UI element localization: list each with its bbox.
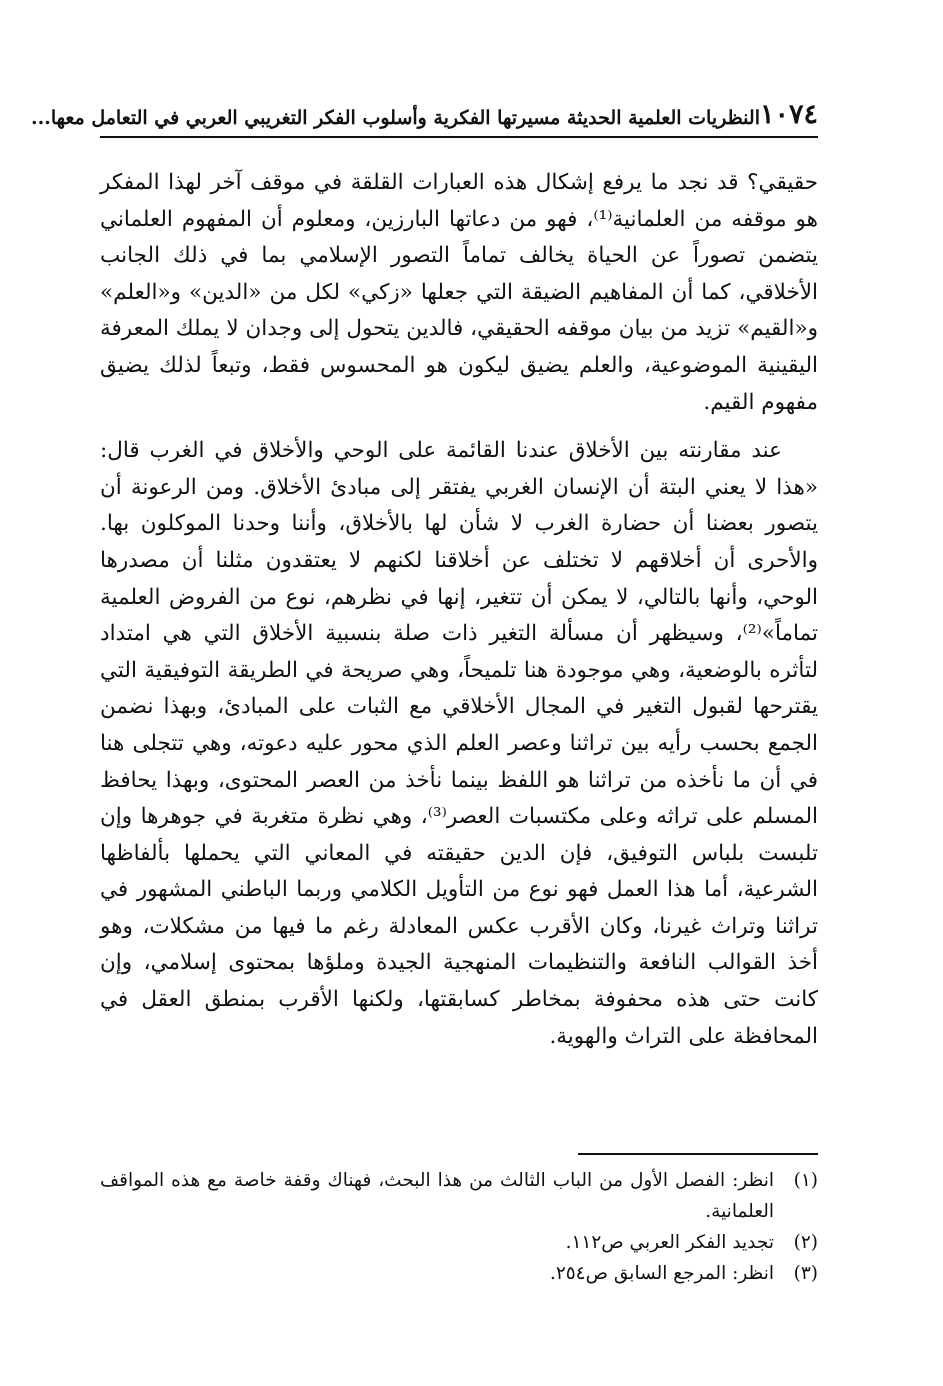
footnote-number: (١) <box>793 1170 818 1191</box>
footnote-divider <box>578 1153 818 1155</box>
page-header <box>30 98 818 138</box>
footnote-number: (٢) <box>793 1232 818 1253</box>
body-text <box>100 165 818 1055</box>
footnote-number: (٣) <box>793 1263 818 1284</box>
running-title: النظريات العلمية الحديثة مسيرتها الفكرية وأسلوب الفكر التغريبي العربي في التعامل معها... <box>30 107 760 129</box>
footnote-text: انظر: الفصل الأول من الباب الثالث من هذا البحث، فهناك وقفة خاصة مع هذه المواقف العلمانية. <box>100 1170 774 1222</box>
paragraph-1: حقيقي؟ قد نجد ما يرفع إشكال هذه العبارات القلقة في موقف آخر لهذا المفكر هو موقفه من العلمانية⁽¹⁾، فهو من دعاتها البارزين، ومعلوم أن المفهوم العلماني يتضمن تصوراً عن الحياة يخالف تماماً التصور الإسلامي بما في ذلك الجانب الأخلاقي، كما أن المفاهيم الضيقة التي جعلها «زكي» لكل من «الدين» و«العلم» و«القيم» تزيد من بيان موقفه الحقيقي، فالدين يتحول إلى وجدان لا يملك المعرفة اليقينية الموضوعية، والعلم يضيق ليكون هو المحسوس فقط، وتبعاً لذلك يضيق مفهوم القيم. <box>100 170 818 415</box>
footnote-text: تجديد الفكر العربي ص١١٢. <box>565 1232 774 1253</box>
footnote-text: انظر: المرجع السابق ص٢٥٤. <box>549 1263 774 1284</box>
footnote-3 <box>100 1258 818 1289</box>
paragraph-2: عند مقارنته بين الأخلاق عندنا القائمة على الوحي والأخلاق في الغرب قال: «هذا لا يعني البتة أن الإنسان الغربي يفتقر إلى مبادئ الأخلاق. ومن الرعونة أن يتصور بعضنا أن حضارة الغرب لا شأن لها بالأخلاق، وأننا وحدنا الموكلون بها. والأحرى أن أخلاقهم لا تختلف عن أخلاقنا لكنهم لا يعتقدون مثلنا أن مصدرها الوحي، وأنها بالتالي، لا يمكن أن تتغير، إنها في نظرهم، نوع من الفروض العلمية تماماً»⁽²⁾، وسيظهر أن مسألة التغير ذات صلة بنسبية الأخلاق التي هي امتداد لتأثره بالوضعية، وهي موجودة هنا تلميحاً، وهي صريحة في الطريقة التوفيقية التي يقترحها لقبول التغير في المجال الأخلاقي مع الثبات على المبادئ، وبهذا نضمن الجمع بحسب رأيه بين تراثنا وعصر العلم الذي محور عليه دعوته، وهي تتجلى هنا في أن ما نأخذه من تراثنا هو اللفظ بينما نأخذ من العصر المحتوى، وبهذا يحافظ المسلم على تراثه وعلى مكتسبات العصر⁽³⁾، وهي نظرة متغربة في جوهرها وإن تلبست بلباس التوفيق، فإن الدين حقيقته في المعاني التي يحملها بألفاظها الشرعية، أما هذا العمل فهو نوع من التأويل الكلامي وربما الباطني المشهور في تراثنا وتراث غيرنا، وكان الأقرب عكس المعادلة رغم ما فيها من مشكلات، وهو أخذ القوالب النافعة والتنظيمات المنهجية الجيدة وملؤها بمحتوى إسلامي، وإن كانت حتى هذه محفوفة بمخاطر كسابقتها، ولكنها الأقرب بمنطق العقل في المحافظة على التراث والهوية. <box>100 438 818 1049</box>
footnote-2 <box>100 1227 818 1258</box>
footnote-1 <box>100 1165 818 1227</box>
page-number: ١٠٧٤ <box>759 99 818 130</box>
footnotes <box>100 1165 818 1289</box>
